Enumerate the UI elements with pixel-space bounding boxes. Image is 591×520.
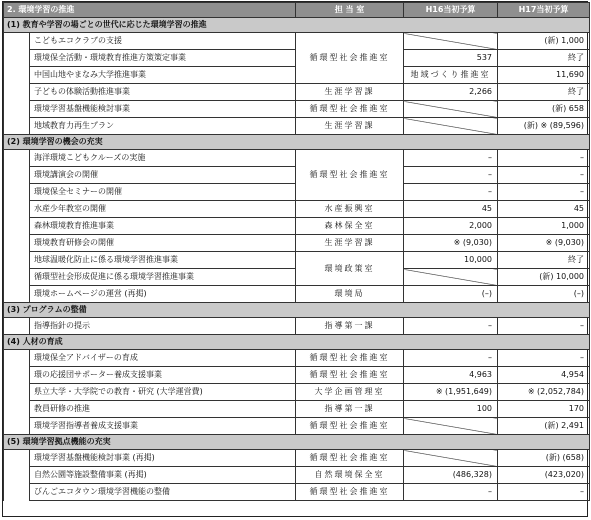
indent-cell	[4, 350, 30, 367]
item-name: 自然公園等施設整備事業 (再掲)	[30, 467, 296, 484]
department-cell: 生涯学習課	[296, 235, 404, 252]
h16-budget-cell: 2,266	[404, 84, 498, 101]
h17-budget-cell: 終了	[498, 50, 590, 67]
department-cell: 環境政策室	[296, 252, 404, 286]
h17-budget-cell: (新) 658	[498, 101, 590, 118]
h16-budget-cell: 11,690	[498, 67, 590, 84]
section-title: (3) プログラムの整備	[4, 303, 590, 318]
indent-cell	[4, 201, 30, 218]
department-cell: 循環型社会推進室	[296, 101, 404, 118]
table-row	[4, 350, 590, 367]
department-cell: 循環型社会推進室	[296, 484, 404, 501]
department-cell: 循環型社会推進室	[296, 350, 404, 367]
table-row	[4, 235, 590, 252]
table-row	[4, 384, 590, 401]
indent-cell	[4, 84, 30, 101]
item-name: びんごエコタウン環境学習機能の整備	[30, 484, 296, 501]
h17-budget-cell: (新) ※ (89,596)	[498, 118, 590, 135]
item-name: 環境学習基盤機能検討事業 (再掲)	[30, 450, 296, 467]
h16-budget-cell: –	[404, 184, 498, 201]
item-name: 循環型社会形成促進に係る環境学習推進事業	[30, 269, 296, 286]
department-cell: 自然環境保全室	[296, 467, 404, 484]
item-name: 環境学習基盤機能検討事業	[30, 101, 296, 118]
item-name: こどもエコクラブの支援	[30, 33, 296, 50]
indent-cell	[4, 450, 30, 467]
item-name: 教員研修の推進	[30, 401, 296, 418]
h16-budget-cell: 537	[404, 50, 498, 67]
item-name: 環の応援団サポーター養成支援事業	[30, 367, 296, 384]
indent-cell	[4, 33, 30, 50]
h17-budget-cell: 1,000	[498, 218, 590, 235]
department-cell: 水産振興室	[296, 201, 404, 218]
table-row	[4, 418, 590, 435]
h16-budget-cell: 2,000	[404, 218, 498, 235]
item-name: 子どもの体験活動推進事業	[30, 84, 296, 101]
h16-budget-cell: 100	[404, 401, 498, 418]
department-cell: 大学企画管理室	[296, 384, 404, 401]
table-row	[4, 367, 590, 384]
table-row	[4, 467, 590, 484]
h17-budget-cell: –	[498, 184, 590, 201]
item-name: 中国山地やまなみ大学推進事業	[30, 67, 296, 84]
indent-cell	[4, 467, 30, 484]
table-row	[4, 218, 590, 235]
table-row	[4, 150, 590, 167]
indent-cell	[4, 50, 30, 67]
table-row	[4, 318, 590, 335]
column-header-department: 担 当 室	[296, 3, 404, 18]
h16-budget-cell	[404, 101, 498, 118]
table-row	[4, 252, 590, 269]
indent-cell	[4, 252, 30, 269]
h16-budget-cell: 10,000	[404, 252, 498, 269]
table-row	[4, 33, 590, 50]
h17-budget-cell: 終了	[498, 84, 590, 101]
h16-budget-cell: 4,963	[404, 367, 498, 384]
department-cell: 生涯学習課	[296, 84, 404, 101]
indent-cell	[4, 67, 30, 84]
h16-budget-cell: ※ (1,951,649)	[404, 384, 498, 401]
h16-budget-cell: –	[404, 318, 498, 335]
item-name: 県立大学・大学院での教育・研究 (大学運営費)	[30, 384, 296, 401]
indent-cell	[4, 318, 30, 335]
indent-cell	[4, 484, 30, 501]
department-cell: 環境局	[296, 286, 404, 303]
section-header-row	[4, 435, 590, 450]
department-cell: 循環型社会推進室	[296, 450, 404, 467]
table-row	[4, 484, 590, 501]
item-name: 環境教育研修会の開催	[30, 235, 296, 252]
department-cell: 地域づくり推進室	[404, 67, 498, 84]
h17-budget-cell: 45	[498, 201, 590, 218]
department-cell: 指導第一課	[296, 401, 404, 418]
h17-budget-cell: –	[498, 350, 590, 367]
section-title: (5) 環境学習拠点機能の充実	[4, 435, 590, 450]
section-header-row	[4, 335, 590, 350]
h17-budget-cell: –	[498, 150, 590, 167]
item-name: 環境ホームページの運営 (再掲)	[30, 286, 296, 303]
indent-cell	[4, 235, 30, 252]
h17-budget-cell: 終了	[498, 252, 590, 269]
indent-cell	[4, 118, 30, 135]
indent-cell	[4, 269, 30, 286]
item-name: 指導指針の提示	[30, 318, 296, 335]
item-name: 環境講演会の開催	[30, 167, 296, 184]
item-name: 水産少年教室の開催	[30, 201, 296, 218]
section-title: (1) 教育や学習の場ごとの世代に応じた環境学習の推進	[4, 18, 590, 33]
item-name: 海洋環境こどもクルーズの実施	[30, 150, 296, 167]
h16-budget-cell	[404, 33, 498, 50]
department-cell: 生涯学習課	[296, 118, 404, 135]
department-cell: 循環型社会推進室	[296, 418, 404, 435]
section-header-row	[4, 303, 590, 318]
h16-budget-cell	[404, 269, 498, 286]
item-name: 地球温暖化防止に係る環境学習推進事業	[30, 252, 296, 269]
section-title: (4) 人材の育成	[4, 335, 590, 350]
h17-budget-cell: –	[498, 167, 590, 184]
department-cell: 循環型社会推進室	[296, 367, 404, 384]
h17-budget-cell: ※ (9,030)	[498, 235, 590, 252]
indent-cell	[4, 418, 30, 435]
budget-table-sheet	[2, 1, 588, 517]
h17-budget-cell: (新) 2,491	[498, 418, 590, 435]
item-name: 環境保全アドバイザーの育成	[30, 350, 296, 367]
section-title: (2) 環境学習の機会の充実	[4, 135, 590, 150]
h17-budget-cell: (新) 1,000	[498, 33, 590, 50]
h16-budget-cell: ※ (9,030)	[404, 235, 498, 252]
indent-cell	[4, 384, 30, 401]
h17-budget-cell: 170	[498, 401, 590, 418]
table-row	[4, 118, 590, 135]
h16-budget-cell	[404, 118, 498, 135]
h17-budget-cell: (新) 10,000	[498, 269, 590, 286]
header-row	[4, 3, 590, 18]
h16-budget-cell: –	[404, 484, 498, 501]
h17-budget-cell: 4,954	[498, 367, 590, 384]
table-row	[4, 84, 590, 101]
item-name: 森林環境教育推進事業	[30, 218, 296, 235]
indent-cell	[4, 150, 30, 167]
h17-budget-cell: (新) (658)	[498, 450, 590, 467]
indent-cell	[4, 218, 30, 235]
item-name: 環境保全活動・環境教育推進方策策定事業	[30, 50, 296, 67]
h16-budget-cell	[404, 450, 498, 467]
h16-budget-cell: –	[404, 167, 498, 184]
table-row	[4, 401, 590, 418]
item-name: 環境保全セミナーの開催	[30, 184, 296, 201]
h16-budget-cell: –	[404, 350, 498, 367]
h17-budget-cell: (423,020)	[498, 467, 590, 484]
indent-cell	[4, 184, 30, 201]
indent-cell	[4, 367, 30, 384]
section-header-row	[4, 135, 590, 150]
h16-budget-cell: 45	[404, 201, 498, 218]
department-cell: 循環型社会推進室	[296, 150, 404, 201]
h16-budget-cell: (486,328)	[404, 467, 498, 484]
budget-table	[3, 2, 590, 501]
item-name: 地域教育力再生プラン	[30, 118, 296, 135]
item-name: 環境学習指導者養成支援事業	[30, 418, 296, 435]
indent-cell	[4, 401, 30, 418]
department-cell: 森林保全室	[296, 218, 404, 235]
h17-budget-cell: ※ (2,052,784)	[498, 384, 590, 401]
column-header-h16: H16当初予算	[404, 3, 498, 18]
indent-cell	[4, 167, 30, 184]
h16-budget-cell	[404, 418, 498, 435]
department-cell: 循環型社会推進室	[296, 33, 404, 84]
indent-cell	[4, 101, 30, 118]
column-header-h17: H17当初予算	[498, 3, 590, 18]
department-cell: 指導第一課	[296, 318, 404, 335]
table-row	[4, 450, 590, 467]
h16-budget-cell: (–)	[404, 286, 498, 303]
table-row	[4, 201, 590, 218]
h17-budget-cell: (–)	[498, 286, 590, 303]
indent-cell	[4, 286, 30, 303]
h17-budget-cell: –	[498, 318, 590, 335]
table-row	[4, 101, 590, 118]
h16-budget-cell: –	[404, 150, 498, 167]
section-header-row	[4, 18, 590, 33]
table-title: 2. 環境学習の推進	[4, 3, 296, 18]
table-row	[4, 286, 590, 303]
h17-budget-cell: –	[498, 484, 590, 501]
